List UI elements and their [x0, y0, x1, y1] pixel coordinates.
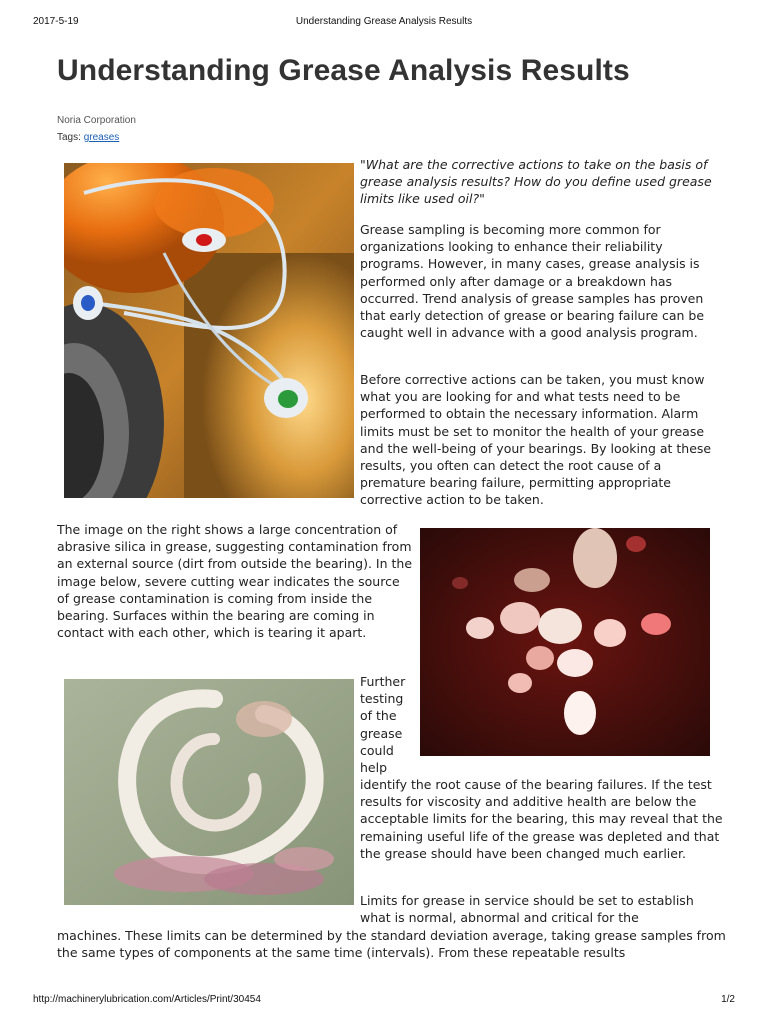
- article-tags: [57, 132, 119, 143]
- article-title: Understanding Grease Analysis Results: [57, 54, 630, 87]
- paragraph-3: The image on the right shows a large concentration of abrasive silica in grease, suggesting contamination from an external source (dirt from outside the bearing). In the image below, severe cutting wear indicates the source of grease contamination is coming from inside the bearing. Surfaces within the bearing are coming in contact with each other, which is tearing it apart.: [57, 522, 413, 641]
- tag-link-greases[interactable]: greases: [83, 132, 120, 143]
- page-number: 1/2: [721, 994, 735, 1005]
- cutting-wear-photo: [64, 679, 354, 905]
- paragraph-1: Grease sampling is becoming more common for organizations looking to enhance their reliability programs. However, in many cases, grease analysis is performed only after damage or a breakdown has occurred. Trend analysis of grease samples has proven that early detection of grease or bearing failure can be caught well in advance with a good analysis program.: [360, 222, 705, 341]
- print-page-title: Understanding Grease Analysis Results: [295, 16, 473, 27]
- print-footer: [33, 994, 735, 1008]
- article-author: Noria Corporation: [57, 115, 136, 126]
- print-date: 2017-5-19: [33, 16, 79, 27]
- print-header: [33, 16, 735, 30]
- paragraph-4-narrow: [360, 673, 420, 776]
- paragraph-2: Before corrective actions can be taken, you must know what you are looking for and what tests need to be performed to obtain the necessary information. Alarm limits must be set to monitor the health of your grease and the well-being of your bearings. By looking at these results, you often can detect the root cause of a premature bearing failure, permitting appropriate corrective action to be taken.: [360, 372, 712, 508]
- grease-sampling-photo: [64, 163, 354, 498]
- abrasive-silica-photo: [420, 528, 710, 756]
- paragraph-4-line: could: [360, 742, 394, 758]
- paragraph-5-lead: Limits for grease in service should be set to establish what is normal, abnormal and critical for the: [360, 893, 694, 926]
- paragraph-4-line: grease: [360, 725, 403, 741]
- paragraph-5: machines. These limits can be determined by the standard deviation average, taking grease samples from the same types of components at the same time (intervals). From these repeatable results: [57, 928, 726, 961]
- paragraph-4-line: testing: [360, 691, 404, 707]
- paragraph-4: identify the root cause of the bearing failures. If the test results for viscosity and additive health are below the acceptable limits for the bearing, this may reveal that the remaining useful life of the grease was depleted and that the grease should have been changed much earlier.: [360, 777, 723, 861]
- article-quote: "What are the corrective actions to take on the basis of grease analysis results? How do you define used grease limits like used oil?": [360, 157, 712, 207]
- print-url: http://machinerylubrication.com/Articles/Print/30454: [33, 994, 261, 1005]
- paragraph-4-line: Further: [360, 674, 406, 689]
- paragraph-4-line: help: [360, 760, 388, 776]
- tags-label: Tags:: [57, 132, 81, 143]
- paragraph-4-line: of the: [360, 708, 397, 724]
